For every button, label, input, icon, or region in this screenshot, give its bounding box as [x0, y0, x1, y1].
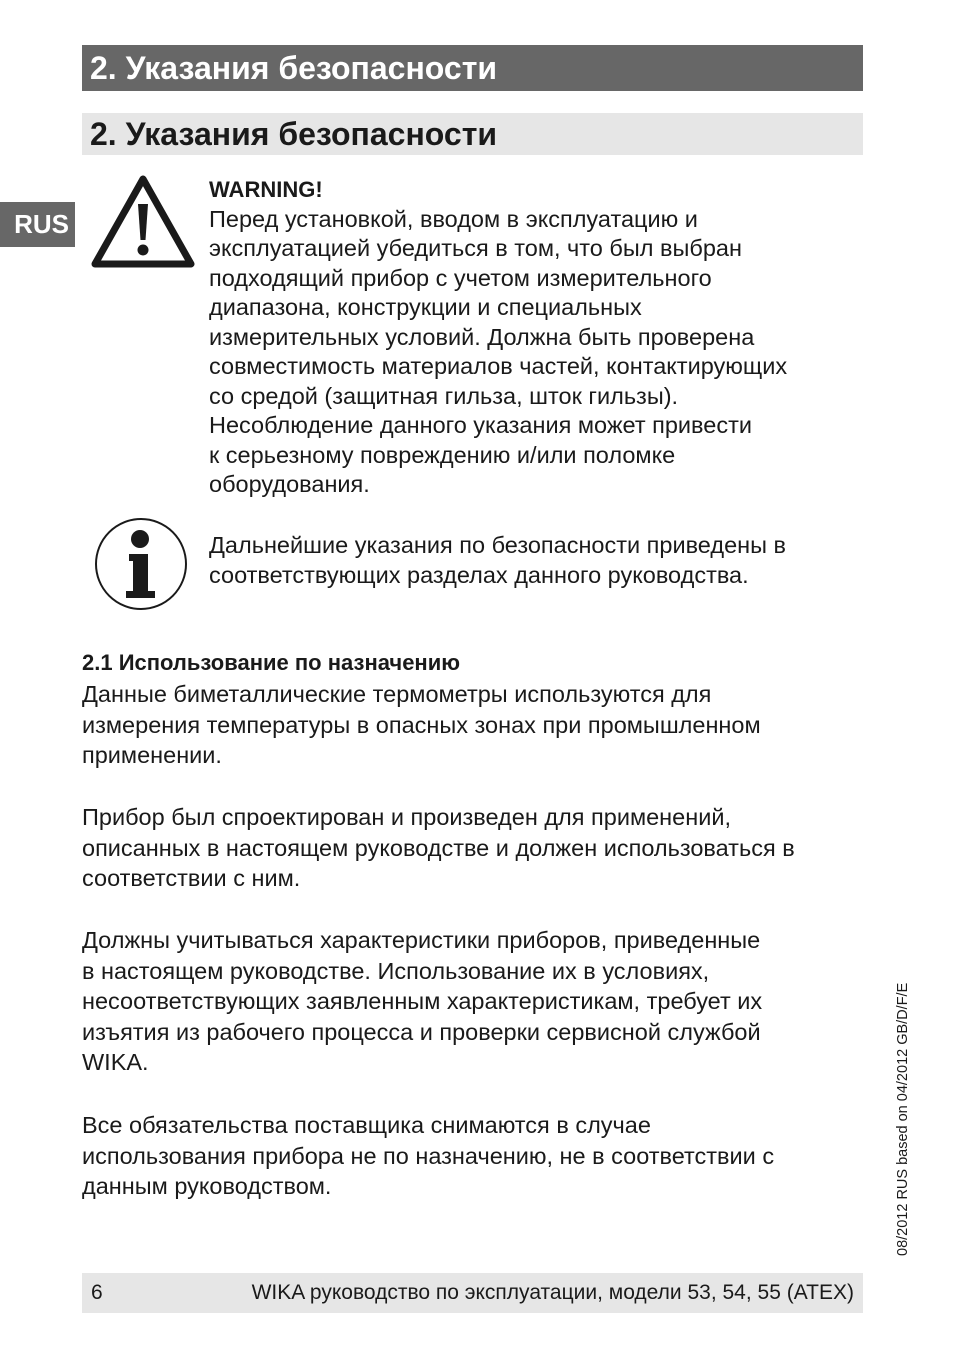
info-text-line: соответствующих разделах данного руководства.	[209, 562, 749, 588]
warning-text-line: оборудования.	[209, 471, 370, 497]
warning-text-line: диапазона, конструкции и специальных	[209, 294, 642, 320]
paragraph-line: данным руководством.	[82, 1173, 332, 1199]
warning-text-line: измерительных условий. Должна быть проверена	[209, 323, 755, 350]
warning-text-line: Несоблюдение данного указания может привести	[209, 412, 752, 438]
paragraph-line: в настоящем руководстве. Использование их в условиях,	[82, 957, 710, 984]
paragraph-design	[82, 802, 863, 894]
paragraph-line: измерения температуры в опасных зонах при промышленном	[82, 711, 761, 738]
language-tab: RUS	[0, 202, 75, 247]
footer-title: WIKA руководство по эксплуатации, модели 53, 54, 55 (ATEX)	[251, 1281, 854, 1304]
paragraph-line: описанных в настоящем руководстве и должен использоваться в	[82, 834, 795, 861]
warning-block	[209, 175, 859, 500]
chapter-title: 2. Указания безопасности	[90, 50, 498, 86]
paragraph-intended-use	[82, 679, 863, 771]
paragraph-characteristics	[82, 925, 863, 1078]
warning-text-line: к серьезному повреждению и/или поломке	[209, 441, 676, 468]
paragraph-line: соответствии с ним.	[82, 865, 301, 891]
paragraph-line: применении.	[82, 742, 222, 768]
paragraph-line: использования прибора не по назначению, не в соответствии с	[82, 1142, 775, 1169]
paragraph-line: Прибор был спроектирован и произведен для применений,	[82, 804, 731, 830]
section-header	[82, 113, 863, 155]
warning-text-line: Перед установкой, вводом в эксплуатацию и	[209, 205, 698, 232]
paragraph-line: изъятия из рабочего процесса и проверки сервисной службой	[82, 1018, 761, 1045]
info-block	[209, 530, 859, 590]
section-title: 2. Указания безопасности	[90, 116, 498, 152]
paragraph-liability	[82, 1110, 863, 1202]
chapter-header	[82, 45, 863, 91]
info-text-line: Дальнейшие указания по безопасности приведены в	[209, 532, 787, 558]
paragraph-line: несоответствующих заявленным характеристикам, требует их	[82, 988, 763, 1014]
paragraph-line: Должны учитываться характеристики приборов, приведенные	[82, 927, 761, 953]
paragraph-line: Данные биметаллические термометры используются для	[82, 681, 712, 707]
warning-triangle-icon	[90, 174, 196, 270]
warning-text-line: эксплуатацией убедиться в том, что был выбран	[209, 235, 742, 261]
warning-text-line: совместимость материалов частей, контактирующих	[209, 353, 788, 379]
warning-text-line: со средой (защитная гильза, шток гильзы).	[209, 382, 679, 409]
info-circle-icon	[93, 516, 189, 612]
warning-title: WARNING!	[209, 177, 323, 202]
paragraph-line: WIKA.	[82, 1049, 149, 1075]
subsection-title: 2.1 Использование по назначению	[82, 650, 461, 675]
paragraph-line: Все обязательства поставщика снимаются в случае	[82, 1112, 651, 1138]
page-number: 6	[91, 1281, 103, 1304]
warning-text-line: подходящий прибор с учетом измерительного	[209, 264, 712, 291]
page-footer	[82, 1273, 863, 1313]
revision-note: 08/2012 RUS based on 04/2012 GB/D/F/E	[895, 982, 911, 1256]
